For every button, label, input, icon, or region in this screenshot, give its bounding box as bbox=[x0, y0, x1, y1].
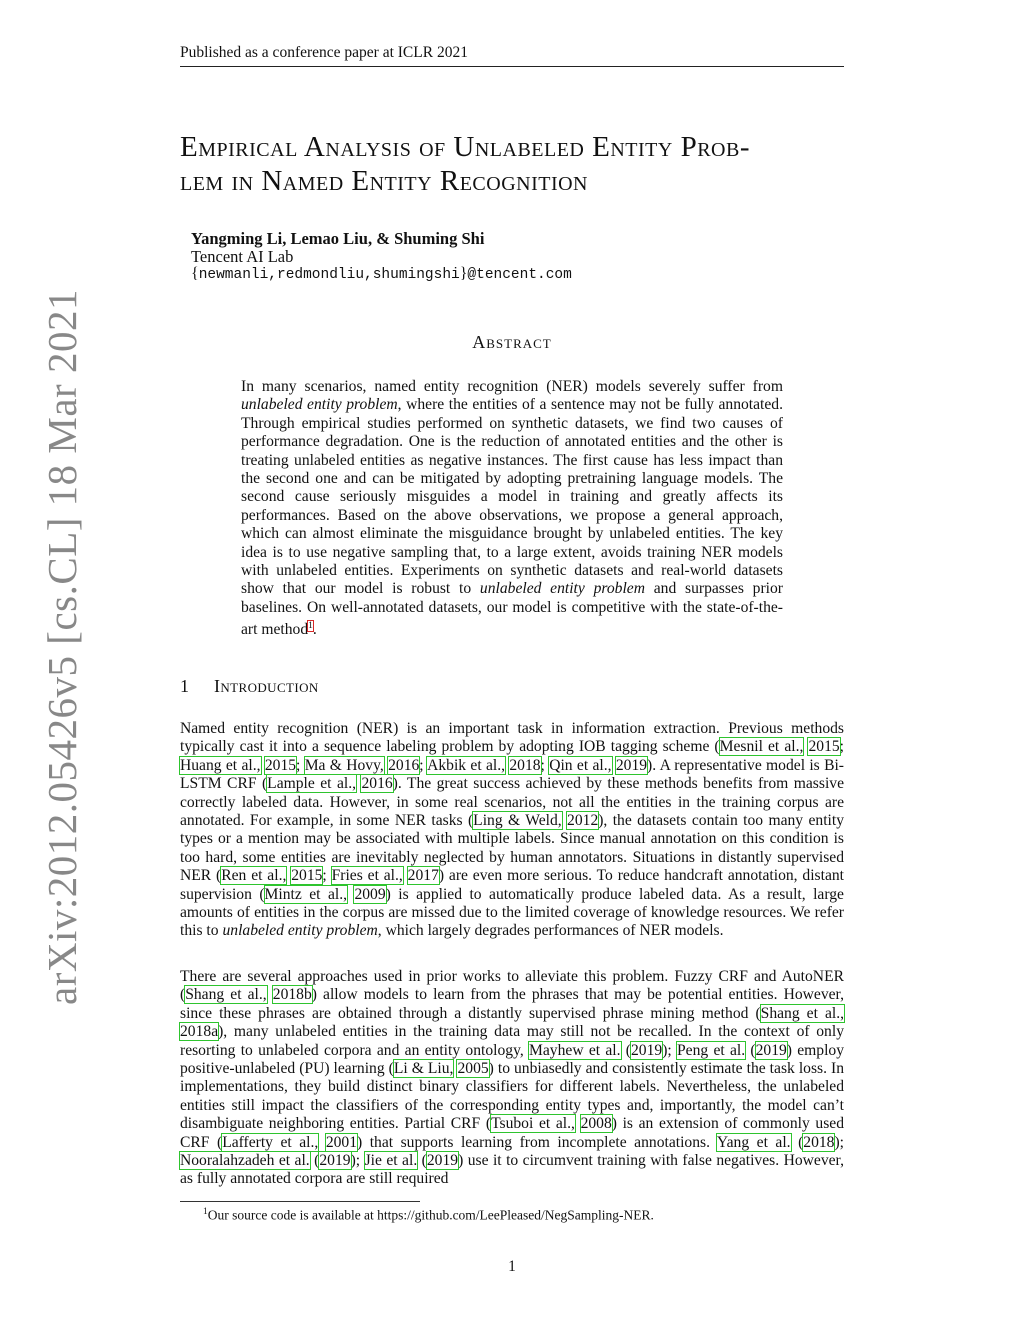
citation-link[interactable]: Ma & Hovy, bbox=[304, 756, 384, 774]
citation-link[interactable]: 2015 bbox=[808, 738, 840, 756]
body-text: ) is an extension of commonly used CRF ( bbox=[180, 1115, 844, 1151]
citation-sep bbox=[575, 1115, 581, 1132]
email-brace-close: } bbox=[459, 265, 468, 282]
citation-sep: ); bbox=[350, 1152, 365, 1170]
citation-link[interactable]: Lample et al., bbox=[267, 775, 357, 793]
citation-link[interactable]: Tsuboi et al., bbox=[491, 1115, 575, 1133]
body-emphasis: unlabeled entity problem bbox=[222, 922, 378, 940]
section-title: Introduction bbox=[214, 676, 319, 696]
body-text: There are several approaches used in prior works to alleviate this problem. Fuzzy CRF and AutoNER ( bbox=[180, 968, 844, 1004]
abstract-emphasis: unlabeled entity problem bbox=[241, 396, 398, 414]
citation-link[interactable]: Mesnil et al., bbox=[719, 738, 804, 756]
body-text: ). The great success achieved by these methods benefits from massive correctly labeled data. However, in some real scenarios, not all the entities in the training corpus are annotated. For example, in some NER tasks ( bbox=[180, 775, 844, 830]
citation-sep: ; bbox=[419, 756, 428, 774]
citation-sep: ( bbox=[417, 1152, 427, 1170]
citation-sep bbox=[267, 986, 273, 1003]
citation-link[interactable]: 2015 bbox=[291, 867, 323, 885]
email-domain: @tencent.com bbox=[467, 267, 572, 283]
body-text: ) use it to circumvent training with false negatives. However, as fully annotated corpora are still required bbox=[180, 1152, 844, 1188]
citation-link[interactable]: 2012 bbox=[567, 812, 599, 830]
body-text: ) to unbiasedly and consistently estimate the task loss. In implementations, they build distinct binary classifiers for different labels. Nevertheless, the unlabeled entities still impact the classifiers of the corresponding entity types and, importantly, the model can’t disambiguate neighboring entities. Partial CRF ( bbox=[180, 1060, 844, 1133]
citation-link[interactable]: 2019 bbox=[319, 1152, 351, 1170]
citation-link[interactable]: 2018 bbox=[803, 1133, 835, 1151]
body-text: ) employ positive-unlabeled (PU) learning ( bbox=[180, 1041, 845, 1078]
citation-link[interactable]: 2019 bbox=[615, 756, 648, 774]
arxiv-stamp: arXiv:2012.05426v5 [cs.CL] 18 Mar 2021 bbox=[39, 289, 85, 1005]
abstract-text: . bbox=[312, 621, 317, 639]
citation-link[interactable]: Akbik et al., bbox=[427, 756, 506, 774]
citation-link[interactable]: 2018a bbox=[180, 1023, 219, 1041]
affiliation: Tencent AI Lab bbox=[191, 247, 294, 266]
citation-link[interactable]: Mintz et al., bbox=[264, 885, 347, 903]
citation-link[interactable]: Peng et al. bbox=[676, 1041, 746, 1059]
page-number: 1 bbox=[508, 1258, 516, 1275]
body-text: ). A representative model is Bi-LSTM CRF ( bbox=[180, 756, 844, 793]
citation-sep: ; bbox=[296, 756, 305, 774]
section-heading bbox=[180, 676, 319, 697]
footnote-rule bbox=[180, 1201, 420, 1202]
citation-link[interactable]: 2008 bbox=[580, 1115, 612, 1133]
citation-link[interactable]: Qin et al., bbox=[549, 756, 612, 774]
citation-link[interactable]: 2018 bbox=[509, 756, 541, 774]
citation-link[interactable]: Yang et al. bbox=[716, 1133, 791, 1151]
citation-link[interactable]: Mayhew et al. bbox=[529, 1041, 621, 1059]
title-line-2: lem in Named Entity Recognition bbox=[180, 165, 588, 197]
abstract-text: , where the entities of a sentence may not be fully annotated. Through empirical studies performed on synthetic datasets, we find two causes of performance degradation. One is the reduction of annotated entities and the other is treating unlabeled entities as negative instances. The first cause has less impact than the second one and can be mitigated by adopting pretraining language models. The second cause seriously misguides a model in training and greatly affects its performances. Based on the above observations, we propose a general approach, which can almost eliminate the misguidance brought by unlabeled entities. The key idea is to use negative sampling that, to a large extent, avoids training NER models with unlabeled entities. Experiments on synthetic datasets and real-world datasets show that our model is robust to bbox=[241, 396, 783, 598]
body-text: ) allow models to learn from the phrases that may be potential entities. However, since these phrases are obtained through a distantly supervised phrase mining method ( bbox=[180, 986, 845, 1022]
footnote bbox=[203, 1207, 654, 1224]
citation-link[interactable]: 2016 bbox=[388, 756, 420, 774]
citation-link[interactable]: Nooralahzadeh et al. bbox=[180, 1152, 310, 1170]
running-header: Published as a conference paper at ICLR 2021 bbox=[180, 44, 468, 61]
section-number: 1 bbox=[180, 676, 190, 696]
citation-link[interactable]: 2009 bbox=[354, 885, 386, 903]
citation-link[interactable]: 2015 bbox=[264, 756, 297, 774]
citation-link[interactable]: Ren et al., bbox=[221, 867, 287, 885]
body-text: Named entity recognition (NER) is an important task in information extraction. Previous methods typically cast it into a sequence labeling problem by adopting IOB tagging scheme ( bbox=[180, 720, 844, 756]
email-names: newmanli,redmondliu,shumingshi bbox=[198, 267, 460, 283]
body-text: ) are even more serious. To reduce handcraft annotation, distant supervision ( bbox=[180, 867, 844, 903]
citation-sep: ; bbox=[839, 738, 844, 756]
citation-sep bbox=[403, 867, 408, 884]
citation-link[interactable]: Shang et al., bbox=[760, 1004, 844, 1022]
citation-sep: ; bbox=[322, 867, 332, 885]
citation-link[interactable]: 2019 bbox=[631, 1041, 663, 1059]
citation-sep: ; bbox=[540, 756, 550, 774]
body-text: ) is applied to automatically produce labeled data. As a result, large amounts of entities in the corpus are missed due to the limited coverage of knowledge resources. We refer this to bbox=[180, 885, 844, 940]
citation-link[interactable]: 2018b bbox=[272, 986, 312, 1004]
citation-sep: ( bbox=[790, 1133, 804, 1151]
citation-sep bbox=[318, 1134, 326, 1151]
title-line-1: Empirical Analysis of Unlabeled Entity Prob- bbox=[180, 131, 750, 163]
citation-link[interactable]: Fries et al., bbox=[331, 867, 403, 885]
author-emails bbox=[191, 265, 572, 283]
citation-sep: ); bbox=[834, 1133, 844, 1151]
intro-paragraph-1 bbox=[180, 720, 844, 941]
citation-link[interactable]: Shang et al., bbox=[185, 986, 267, 1004]
citation-link[interactable]: 2016 bbox=[361, 775, 393, 793]
citation-link[interactable]: 2019 bbox=[426, 1152, 459, 1170]
abstract-text: and surpasses prior baselines. On well-annotated datasets, our model is competitive with the state-of-the-art method bbox=[241, 580, 783, 639]
citation-sep: ( bbox=[309, 1152, 320, 1170]
footnote-mark: 1 bbox=[203, 1207, 208, 1217]
intro-paragraph-2 bbox=[180, 968, 844, 1189]
abstract-text: In many scenarios, named entity recognition (NER) models severely suffer from bbox=[241, 378, 783, 395]
header-rule bbox=[180, 66, 844, 67]
citation-link[interactable]: Li & Liu, bbox=[393, 1060, 454, 1078]
abstract-heading: Abstract bbox=[472, 332, 552, 352]
citation-link[interactable]: 2005 bbox=[457, 1060, 489, 1078]
citation-link[interactable]: Jie et al. bbox=[364, 1152, 418, 1170]
author-list: Yangming Li, Lemao Liu, & Shuming Shi bbox=[191, 229, 485, 248]
abstract-body bbox=[241, 378, 783, 640]
citation-sep: ( bbox=[745, 1041, 756, 1059]
citation-link[interactable]: 2019 bbox=[755, 1041, 787, 1059]
abstract-emphasis: unlabeled entity problem bbox=[479, 580, 645, 598]
footnote-text: Our source code is available at https://github.com/LeePleased/NegSampling-NER. bbox=[207, 1207, 654, 1223]
citation-link[interactable]: 2017 bbox=[407, 867, 439, 885]
footnote-link[interactable]: 1 bbox=[308, 621, 313, 632]
citation-link[interactable]: 2001 bbox=[325, 1133, 358, 1151]
email-brace-open: { bbox=[191, 265, 199, 282]
body-text: ), the datasets contain too many entity types or a mention may be associated with multiple labels. Since manual annotation on this condition is too hard, some entities are inevitably neglected by human annotators. Situations in distantly supervised NER ( bbox=[180, 812, 844, 885]
body-text: , which largely degrades performances of NER models. bbox=[377, 922, 724, 940]
citation-link[interactable]: Huang et al., bbox=[180, 756, 261, 774]
body-text: ) that supports learning from incomplete annotations. bbox=[357, 1133, 717, 1151]
citation-sep: ( bbox=[620, 1041, 631, 1059]
citation-link[interactable]: Lafferty et al., bbox=[222, 1133, 319, 1151]
citation-link[interactable]: Ling & Weld, bbox=[473, 812, 562, 830]
citation-sep: ); bbox=[662, 1041, 677, 1059]
paper-title bbox=[180, 130, 860, 198]
body-text: ), many unlabeled entities in the training data may still not be recalled. In the context of only resorting to unlabeled corpora and an entity ontology, bbox=[180, 1023, 844, 1059]
